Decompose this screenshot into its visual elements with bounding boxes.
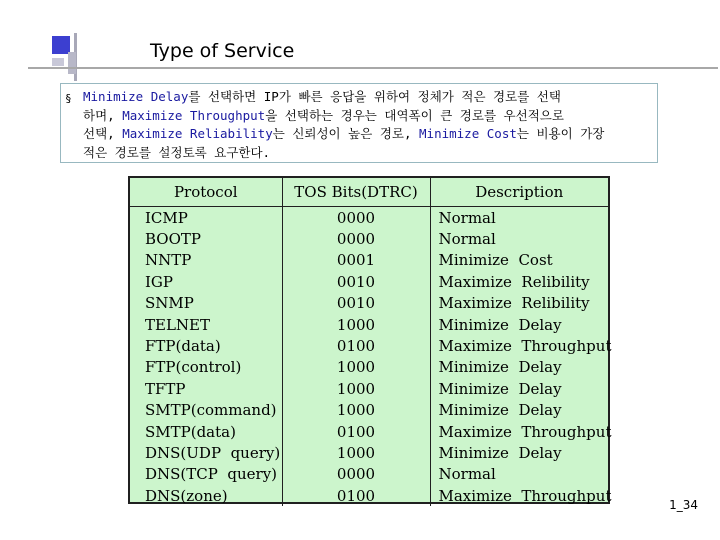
table-header-row — [130, 178, 608, 207]
cell-protocol: SMTP(data) — [145, 422, 236, 441]
cell-description: Maximize Throughput — [438, 486, 612, 505]
header-description: Description — [430, 178, 608, 207]
cell-description: Normal — [438, 230, 496, 249]
cell-tos-bits: 0000 — [282, 228, 430, 249]
cell-tos-bits: 0100 — [282, 421, 430, 442]
cell-description: Maximize Throughput — [438, 422, 612, 441]
cell-description: Maximize Relibility — [438, 294, 590, 313]
cell-protocol: DNS(zone) — [145, 486, 228, 505]
tos-table-container — [128, 176, 610, 504]
term-maximize-throughput: Maximize Throughput — [122, 107, 266, 123]
description-box — [60, 83, 658, 163]
cell-tos-bits: 0100 — [282, 485, 430, 506]
cell-protocol: BOOTP — [145, 230, 201, 249]
description-text: 는 비용이 가장 — [516, 126, 605, 141]
cell-description: Minimize Delay — [438, 379, 562, 398]
cell-tos-bits: 0000 — [282, 464, 430, 485]
table-row — [130, 400, 608, 421]
table-row — [130, 378, 608, 399]
description-text: 하며, — [83, 107, 123, 123]
cell-protocol: FTP(data) — [145, 337, 221, 356]
table-row — [130, 228, 608, 249]
description-line-3 — [69, 125, 649, 144]
title-underline — [28, 67, 718, 69]
cell-description: Minimize Delay — [438, 401, 562, 420]
cell-tos-bits: 1000 — [282, 442, 430, 463]
cell-protocol: FTP(control) — [145, 358, 242, 377]
decor-gray-square-small — [52, 58, 64, 66]
table-row — [130, 314, 608, 335]
decor-gray-square — [68, 52, 76, 74]
cell-description: Normal — [438, 465, 496, 484]
cell-description: Minimize Delay — [438, 443, 562, 462]
description-text: 는 신뢰성이 높은 경로, — [272, 126, 420, 141]
table-row — [130, 335, 608, 356]
slide-title: Type of Service — [150, 40, 295, 62]
cell-protocol: SNMP — [145, 294, 194, 313]
description-line-4: 적은 경로를 설정토록 요구한다. — [83, 144, 271, 160]
term-minimize-delay: Minimize Delay — [83, 89, 189, 104]
cell-tos-bits: 1000 — [282, 314, 430, 335]
cell-description: Minimize Cost — [438, 251, 553, 270]
table-row — [130, 421, 608, 442]
bullet-icon: § — [65, 92, 72, 105]
cell-tos-bits: 0010 — [282, 271, 430, 292]
cell-protocol: TFTP — [145, 379, 186, 398]
table-row — [130, 357, 608, 378]
table-row — [130, 293, 608, 314]
cell-tos-bits: 1000 — [282, 378, 430, 399]
cell-protocol: ICMP — [145, 208, 188, 227]
cell-tos-bits: 0000 — [282, 207, 430, 229]
cell-tos-bits: 1000 — [282, 357, 430, 378]
cell-protocol: DNS(TCP query) — [145, 465, 278, 484]
cell-protocol: IGP — [145, 272, 174, 291]
cell-tos-bits: 0001 — [282, 250, 430, 271]
cell-description: Minimize Delay — [438, 358, 562, 377]
cell-description: Minimize Delay — [438, 315, 562, 334]
cell-protocol: SMTP(command) — [145, 401, 277, 420]
table-row — [130, 442, 608, 463]
table-row — [130, 464, 608, 485]
table-row — [130, 485, 608, 506]
cell-protocol: NNTP — [145, 251, 192, 270]
term-minimize-cost: Minimize Cost — [419, 126, 517, 141]
cell-protocol: TELNET — [145, 315, 210, 334]
table-row — [130, 207, 608, 229]
table-row — [130, 271, 608, 292]
header-protocol: Protocol — [130, 178, 282, 207]
cell-tos-bits: 0010 — [282, 293, 430, 314]
table-row — [130, 250, 608, 271]
description-line-1 — [69, 88, 649, 107]
description-text: 선택, — [83, 126, 123, 141]
cell-tos-bits: 0100 — [282, 335, 430, 356]
cell-description: Normal — [438, 208, 496, 227]
cell-protocol: DNS(UDP query) — [145, 443, 281, 462]
cell-tos-bits: 1000 — [282, 400, 430, 421]
description-text: 를 선택하면 IP가 빠른 응답을 위하여 정체가 적은 경로를 선택 — [188, 89, 561, 104]
cell-description: Maximize Relibility — [438, 272, 590, 291]
tos-table — [130, 178, 612, 506]
term-maximize-reliability: Maximize Reliability — [122, 126, 273, 141]
page-number: 1_34 — [669, 498, 698, 512]
header-tos-bits: TOS Bits(DTRC) — [282, 178, 430, 207]
cell-description: Maximize Throughput — [438, 337, 612, 356]
description-text: 을 선택하는 경우는 대역폭이 큰 경로를 우선적으로 — [265, 107, 564, 123]
description-line-2 — [69, 107, 649, 126]
